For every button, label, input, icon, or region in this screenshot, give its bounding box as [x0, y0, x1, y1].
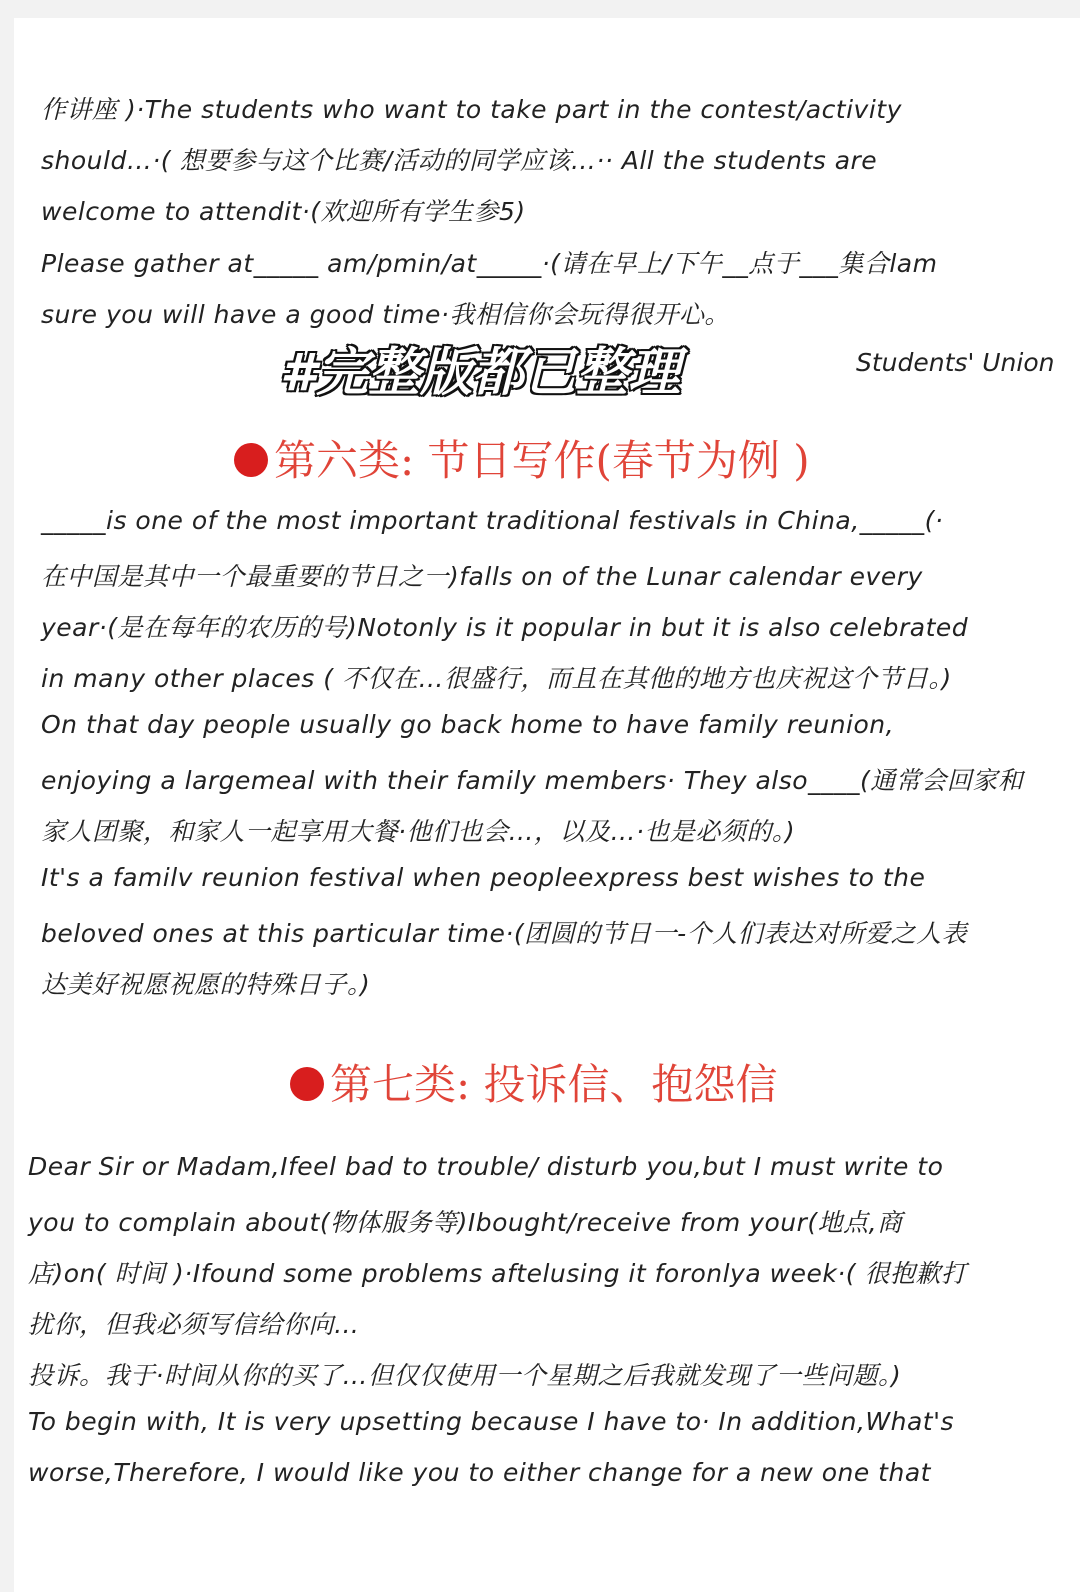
signature: Students' Union	[856, 348, 1055, 377]
text-line: sure you will have a good time·我相信你会玩得很开心。	[41, 300, 730, 329]
text-line: 扰你，但我必须写信给你向…	[28, 1310, 360, 1339]
text-line: you to complain about(物体服务等)Ibought/receive from your(地点,商	[28, 1208, 903, 1237]
text-line: Dear Sir or Madam,Ifeel bad to trouble/ disturb you,but I must write to	[28, 1152, 944, 1181]
text-line: 在中国是其中一个最重要的节日之一)falls on of the Lunar calendar every	[41, 562, 923, 591]
text-line: To begin with, It is very upsetting because I have to· In addition,What's	[28, 1407, 954, 1436]
text-line: 店)on( 时间 )·Ifound some problems aftelusing it foronlya week·( 很抱歉打	[28, 1259, 967, 1288]
heading-text: 第六类: 节日写作(春节为例 )	[274, 436, 810, 485]
heading-text: 第七类: 投诉信、抱怨信	[330, 1060, 778, 1109]
text-line: 家人团聚，和家人一起享用大餐·他们也会…，以及…·也是必须的。)	[41, 817, 796, 846]
text-line: 投诉。我于·时间从你的买了…但仅仅使用一个星期之后我就发现了一些问题。)	[28, 1361, 902, 1390]
text-line: beloved ones at this particular time·(团圆的节日一-个人们表达对所爱之人表	[41, 919, 968, 948]
text-line: worse,Therefore, I would like you to either change for a new one that	[28, 1458, 931, 1487]
text-line: 达美好祝愿祝愿的特殊日子。)	[41, 970, 371, 999]
text-line: 作讲座 )·The students who want to take part in the contest/activity	[41, 95, 902, 124]
text-line: On that day people usually go back home to have family reunion,	[41, 710, 895, 739]
text-line: welcome to attendit·(欢迎所有学生参5)	[41, 197, 526, 226]
text-line: Please gather at_____ am/pmin/at_____·(请在早上/下午__点于___集合lam	[41, 249, 938, 278]
bullet-dot-icon	[290, 1067, 324, 1101]
overlay-hashtag: #完整版都已整理	[280, 343, 681, 403]
text-line: year·(是在每年的农历的号)Notonly is it popular in but it is also celebrated	[41, 613, 969, 642]
text-line: should…·( 想要参与这个比赛/活动的同学应该…·· All the students are	[41, 146, 878, 175]
text-line: in many other places ( 不仅在…很盛行，而且在其他的地方也庆祝这个节日。)	[41, 664, 952, 693]
document-page	[14, 18, 1080, 1592]
section-heading-seven	[290, 1052, 778, 1112]
text-line: It's a familv reunion festival when peopleexpress best wishes to the	[41, 863, 926, 892]
section-heading-six	[234, 428, 810, 488]
text-line: enjoying a largemeal with their family members· They also____(通常会回家和	[41, 766, 1024, 795]
bullet-dot-icon	[234, 443, 268, 477]
text-line: _____is one of the most important traditional festivals in China,_____(·	[41, 506, 944, 535]
